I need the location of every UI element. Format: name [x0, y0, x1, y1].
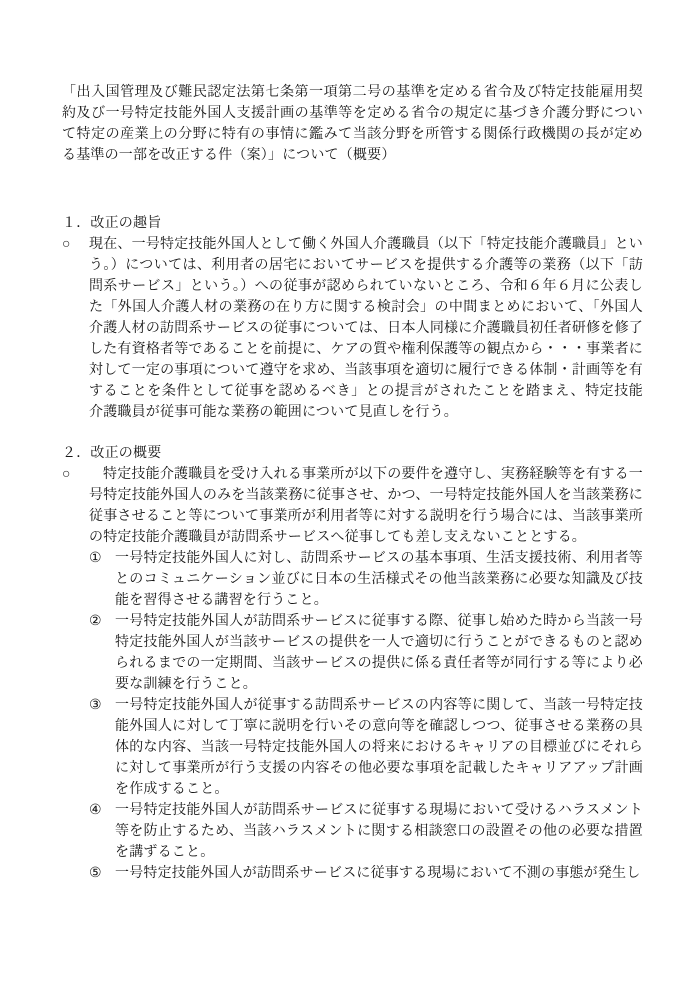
numbered-list — [89, 548, 643, 884]
item-number-1-marker: ① — [89, 551, 102, 566]
circle-bullet-marker: ○ — [62, 467, 71, 482]
section-2-heading: ２．改正の概要 — [62, 446, 162, 461]
item-number-2-marker: ② — [89, 614, 102, 629]
item-number-4-marker: ④ — [89, 803, 102, 818]
list-item-text: 一号特定技能外国人に対し、訪問系サービスの基本事項、生活支援技術、利用者等とのコミュニケーション並びに日本の生活様式その他当該業務に必要な知識及び技能を習得させる講習を行うこと。 — [115, 551, 643, 608]
paragraph-text: 特定技能介護職員を受け入れる事業所が以下の要件を遵守し、実務経験等を有する一号特定技能外国人のみを当該業務に従事させ、かつ、一号特定技能外国人を当該業務に従事させること等について事業所が利用者等に対する説明を行う場合には、当該事業所の特定技能介護職員が訪問系サービスへ従事しても差し支えないこととする。 — [89, 467, 643, 545]
section-amendment-purpose — [62, 213, 643, 423]
list-item — [89, 863, 643, 884]
list-item — [89, 695, 643, 800]
circle-bullet-marker: ○ — [62, 237, 71, 252]
section-amendment-overview — [62, 443, 643, 884]
list-item — [89, 611, 643, 695]
item-number-3-marker: ③ — [89, 698, 102, 713]
section-1-heading: １．改正の趣旨 — [62, 216, 162, 231]
list-item-text: 一号特定技能外国人が訪問系サービスに従事する際、従事し始めた時から当該一号特定技能外国人が当該サービスの提供を一人で適切に行うことができるものと認められるまでの一定期間、当該サービスの提供に係る責任者等が同行する等により必要な訓練を行うこと。 — [115, 614, 643, 692]
paragraph — [62, 234, 643, 423]
list-item-text: 一号特定技能外国人が訪問系サービスに従事する現場において受けるハラスメント等を防止するため、当該ハラスメントに関する相談窓口の設置その他の必要な措置を講ずること。 — [115, 803, 643, 860]
list-item — [89, 800, 643, 863]
paragraph-text: 現在、一号特定技能外国人として働く外国人介護職員（以下「特定技能介護職員」という。）については、利用者の居宅においてサービスを提供する介護等の業務（以下「訪問系サービス」という。）への従事が認められていないところ、令和６年６月に公表した「外国人介護人材の業務の在り方に関する検討会」の中間まとめにおいて、「外国人介護人材の訪問系サービスの従事については、日本人同様に介護職員初任者研修を修了した有資格者等であることを前提に、ケアの質や権利保護等の観点から・・・事業者に対して一定の事項について遵守を求め、当該事項を適切に履行できる体制・計画等を有することを条件として従事を認めるべき」との提言がされたことを踏まえ、特定技能介護職員が従事可能な業務の範囲について見直しを行う。 — [89, 237, 643, 420]
list-item-text: 一号特定技能外国人が訪問系サービスに従事する現場において不測の事態が発生し — [115, 866, 641, 881]
document-title: 「出入国管理及び難民認定法第七条第一項第二号の基準を定める省令及び特定技能雇用契約及び一号特定技能外国人支援計画の基準等を定める省令の規定に基づき介護分野について特定の産業上の分野に特有の事情に鑑みて当該分野を所管する関係行政機関の長が定める基準の一部を改正する件（案）」について（概要） — [62, 85, 643, 163]
list-item — [89, 548, 643, 611]
list-item-text: 一号特定技能外国人が従事する訪問系サービスの内容等に関して、当該一号特定技能外国人に対して丁寧に説明を行いその意向等を確認しつつ、従事させる業務の具体的な内容、当該一号特定技能外国人の将来におけるキャリアの目標並びにそれらに対して事業所が行う支援の内容その他必要な事項を記載したキャリアアップ計画を作成すること。 — [115, 698, 643, 797]
item-number-5-marker: ⑤ — [89, 866, 102, 881]
paragraph — [62, 464, 643, 548]
